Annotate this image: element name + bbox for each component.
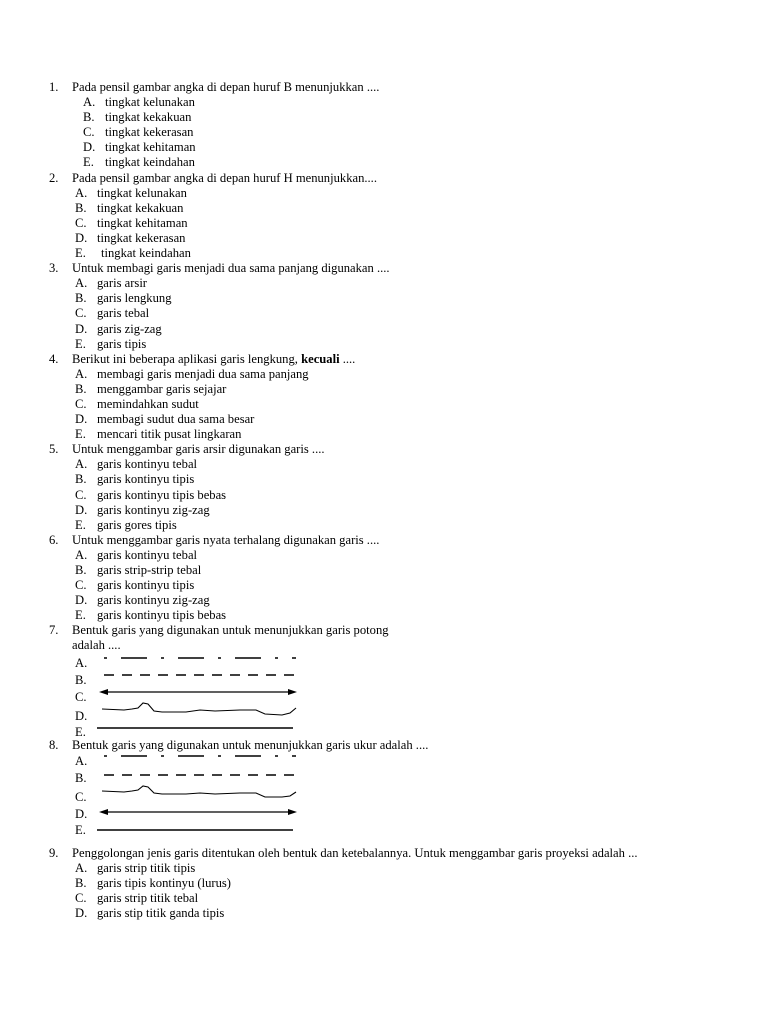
question-text-continued: adalah .... — [72, 638, 121, 653]
option-a: A. tingkat kelunakan — [75, 185, 187, 200]
freehand-line — [102, 703, 296, 715]
option-a: A. tingkat kelunakan — [83, 95, 195, 110]
option-a: A. garis arsir — [75, 276, 148, 291]
question-text: Untuk membagi garis menjadi dua sama panjang digunakan .... — [72, 261, 390, 276]
question-number: 5. — [49, 442, 59, 457]
option-e: E. — [75, 724, 86, 739]
dimension-line-arrow — [99, 689, 297, 695]
option-c: C. garis kontinyu tipis bebas — [75, 487, 227, 502]
option-e: E. mencari titik pusat lingkaran — [75, 427, 242, 442]
option-e: E. tingkat keindahan — [75, 246, 191, 261]
question-number: 1. — [49, 80, 59, 94]
question-6 — [0, 533, 768, 624]
question-number: 8. — [49, 737, 59, 752]
question-text: Untuk menggambar garis arsir digunakan garis .... — [72, 442, 325, 457]
question-text: Untuk menggambar garis nyata terhalang digunakan garis .... — [72, 532, 380, 547]
option-b: B. tingkat kekakuan — [83, 110, 192, 125]
option-a: A. — [75, 655, 88, 670]
option-e: E. tingkat keindahan — [83, 155, 195, 170]
option-c: C. — [75, 689, 87, 704]
question-number: 3. — [49, 261, 59, 276]
option-b: B. — [75, 770, 87, 785]
option-b: B. tingkat kekakuan — [75, 200, 184, 215]
freehand-line — [102, 786, 296, 797]
question-sheet — [0, 80, 768, 921]
option-b: B. — [75, 672, 87, 687]
line-samples — [0, 753, 768, 846]
question-text: Bentuk garis yang digunakan untuk menunjukkan garis ukur adalah .... — [72, 737, 429, 752]
option-a: A. garis strip titik tipis — [75, 860, 196, 875]
question-text: Pada pensil gambar angka di depan huruf B menunjukkan .... — [72, 80, 380, 94]
option-e: E. — [75, 822, 86, 837]
option-d: D. — [75, 806, 88, 821]
option-d: D. membagi sudut dua sama besar — [75, 412, 255, 427]
option-a: A. garis kontinyu tebal — [75, 547, 198, 562]
option-d: D. tingkat kehitaman — [83, 140, 196, 155]
question-text: Bentuk garis yang digunakan untuk menunjukkan garis potong — [72, 623, 389, 638]
option-c: C. tingkat kehitaman — [75, 215, 188, 230]
option-e: E. garis tipis — [75, 336, 147, 351]
option-c: C. garis strip titik tebal — [75, 890, 199, 905]
option-a: A. membagi garis menjadi dua sama panjang — [75, 366, 309, 381]
line-options — [0, 753, 768, 846]
option-a: A. garis kontinyu tebal — [75, 457, 198, 472]
question-8 — [0, 738, 768, 846]
question-9 — [0, 846, 768, 921]
option-d: D. tingkat kekerasan — [75, 230, 186, 245]
option-c: C. — [75, 789, 87, 804]
option-d: D. garis kontinyu zig-zag — [75, 593, 210, 608]
dimension-line-arrow — [99, 809, 297, 815]
question-text: Pada pensil gambar angka di depan huruf H menunjukkan.... — [72, 170, 377, 185]
question-3 — [0, 261, 768, 352]
option-d: D. garis stip titik ganda tipis — [75, 906, 225, 921]
option-c: C. tingkat kekerasan — [83, 125, 194, 140]
option-c: C. garis kontinyu tipis — [75, 578, 195, 593]
question-7 — [0, 623, 768, 737]
option-b: B. garis strip-strip tebal — [75, 563, 202, 577]
option-b: B. garis lengkung — [75, 291, 172, 306]
option-b: B. garis tipis kontinyu (lurus) — [75, 875, 231, 890]
option-d: D. garis kontinyu zig-zag — [75, 502, 210, 517]
question-5 — [0, 442, 768, 533]
question-text: Penggolongan jenis garis ditentukan oleh bentuk dan ketebalannya. Untuk menggambar garis proyeksi adalah ... — [72, 845, 638, 860]
option-c: C. garis tebal — [75, 306, 150, 321]
question-2 — [0, 171, 768, 262]
option-d: D. — [75, 708, 88, 723]
question-number: 9. — [49, 845, 59, 860]
option-e: E. garis gores tipis — [75, 517, 177, 532]
question-4: 4. Berikut ini beberapa aplikasi garis lengkung, kecuali .... A. membagi garis menjadi dua sama panjang B. menggambar garis sejajar C. memindahkan sudut D. membagi sudut dua sama besar E. mencari titik pusat lingkaran — [0, 352, 768, 443]
line-options — [0, 654, 768, 738]
option-c: C. memindahkan sudut — [75, 396, 199, 411]
question-emphasis: kecuali — [301, 351, 340, 366]
question-number: 7. — [49, 623, 59, 638]
question-number: 4. — [49, 351, 59, 366]
option-b: B. menggambar garis sejajar — [75, 381, 227, 396]
option-d: D. garis zig-zag — [75, 321, 162, 336]
line-samples — [0, 654, 768, 738]
question-text: Berikut ini beberapa aplikasi garis lengkung, — [72, 351, 298, 366]
option-e: E. garis kontinyu tipis bebas — [75, 608, 227, 623]
question-1 — [0, 80, 768, 171]
option-a: A. — [75, 753, 88, 768]
question-number: 2. — [49, 170, 59, 185]
option-b: B. garis kontinyu tipis — [75, 472, 195, 487]
question-number: 6. — [49, 532, 59, 547]
